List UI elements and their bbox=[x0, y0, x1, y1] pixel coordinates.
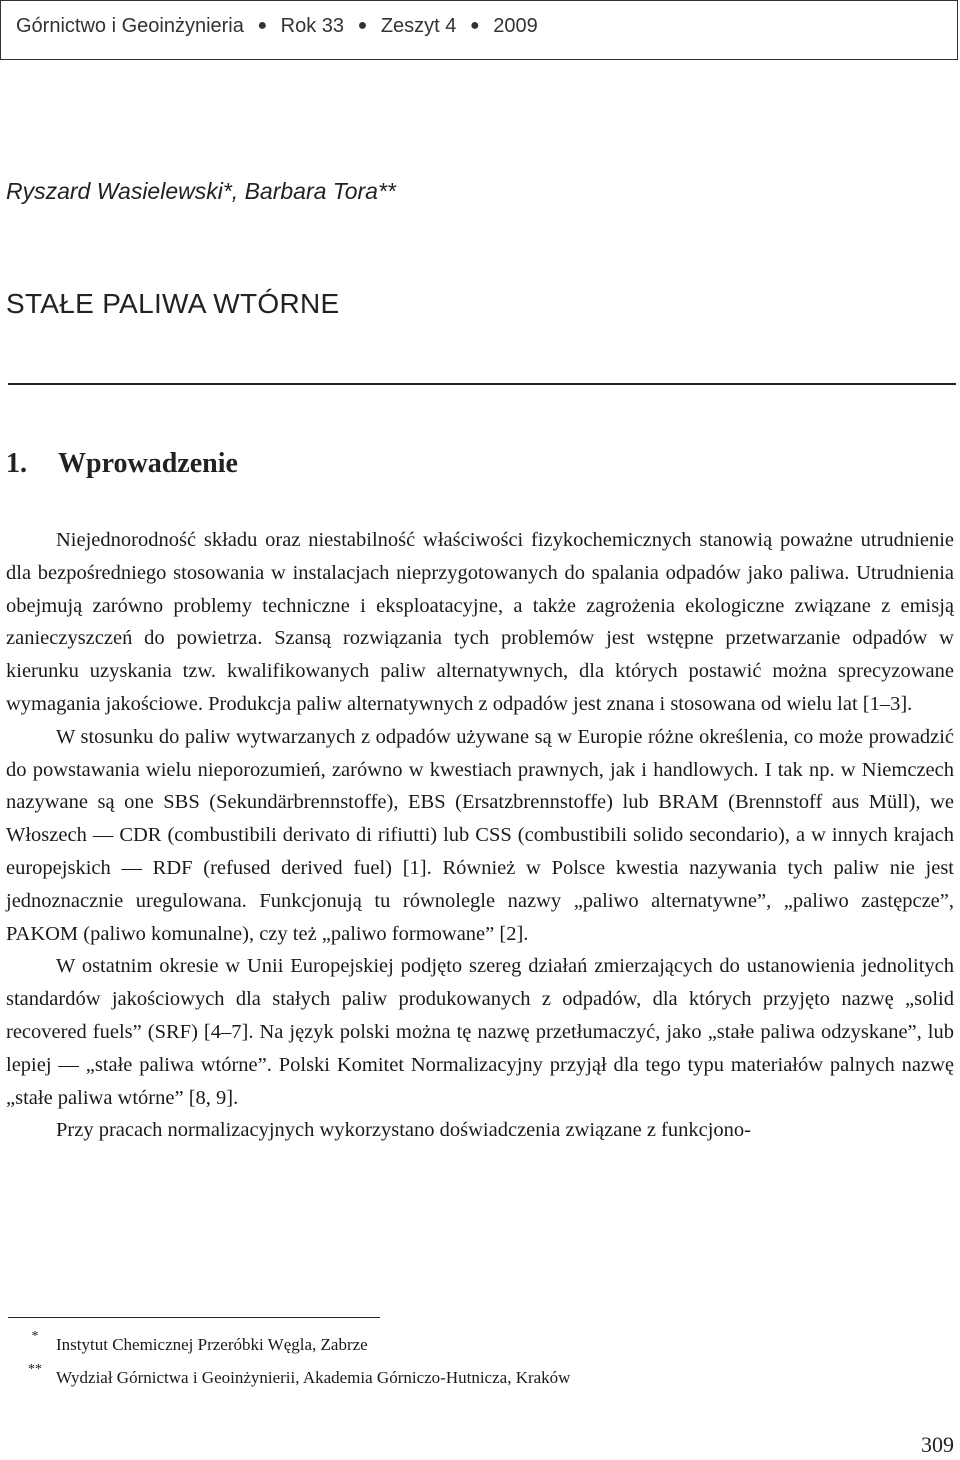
footnote-text: Wydział Górnictwa i Geoinżynierii, Akademia Górniczo-Hutnicza, Kraków bbox=[56, 1368, 571, 1387]
footnote bbox=[20, 1361, 570, 1394]
footnotes bbox=[20, 1328, 570, 1394]
footnote-mark: * bbox=[31, 1329, 39, 1344]
paper-title: STAŁE PALIWA WTÓRNE bbox=[6, 288, 340, 319]
separator-dot: ● bbox=[257, 17, 268, 34]
footnote-divider bbox=[8, 1317, 380, 1318]
page-number: 309 bbox=[921, 1432, 954, 1457]
paragraph: Przy pracach normalizacyjnych wykorzystano doświadczenia związane z funkcjono- bbox=[56, 1119, 751, 1142]
issue-label: Zeszyt 4 bbox=[380, 15, 457, 37]
authors: Ryszard Wasielewski*, Barbara Tora** bbox=[6, 178, 396, 204]
footnote-text: Instytut Chemicznej Przeróbki Węgla, Zabrze bbox=[56, 1335, 368, 1354]
footnote-mark: ** bbox=[28, 1362, 42, 1377]
section-heading bbox=[6, 448, 238, 480]
section-number: 1. bbox=[6, 448, 27, 479]
running-header bbox=[0, 0, 958, 60]
journal-name: Górnictwo i Geoinżynieria bbox=[16, 15, 244, 37]
year-label: Rok 33 bbox=[280, 15, 345, 37]
separator-dot: ● bbox=[469, 17, 480, 34]
footnote bbox=[20, 1328, 570, 1361]
paragraph: Niejednorodność składu oraz niestabilność właściwości fizykochemicznych stanowią poważne utrudnienie dla bezpośredniego stosowania w instalacjach nieprzygotowanych do spalania odpadów jako paliwa. Utrudnienia obejmują zarówno problemy techniczne i eksploatacyjne, a także zagrożenia ekologiczne związane z emisją zanieczyszczeń do powietrza. Szansą rozwiązania tych problemów jest wstępne przetwarzanie odpadów w kierunku uzyskania tzw. kwalifikowanych paliw alternatywnych, dla których postawić można sprecyzowane wymagania jakościowe. Produkcja paliw alternatywnych z odpadów jest znana i stosowana od wielu lat [1–3]. bbox=[6, 529, 954, 715]
title-divider bbox=[8, 383, 956, 385]
section-title: Wprowadzenie bbox=[58, 448, 238, 479]
body-text bbox=[6, 524, 954, 1147]
paragraph: W ostatnim okresie w Unii Europejskiej podjęto szereg działań zmierzających do ustanowienia jednolitych standardów jakościowych dla stałych paliw produkowanych z odpadów, dla których przyjęto nazwę „solid recovered fuels” (SRF) [4–7]. Na język polski można tę nazwę przetłumaczyć, jako „stałe paliwa odzyskane”, lub lepiej — „stałe paliwa wtórne”. Polski Komitet Normalizacyjny przyjął dla tego typu materiałów palnych nazwę „stałe paliwa wtórne” [8, 9]. bbox=[6, 955, 954, 1109]
paragraph: W stosunku do paliw wytwarzanych z odpadów używane są w Europie różne określenia, co może prowadzić do powstawania wielu nieporozumień, zarówno w kwestiach prawnych, jak i handlowych. I tak np. w Niemczech nazywane są one SBS (Sekundärbrennstoffe), EBS (Ersatzbrennstoffe) lub BRAM (Brennstoff aus Müll), we Włoszech — CDR (combustibili derivato di rifiutti) lub CSS (combustibili solido secondario), a w innych krajach europejskich — RDF (refused derived fuel) [1]. Również w Polsce kwestia nazywania tych paliw nie jest jednoznacznie uregulowana. Funkcjonują tu równolegle nazwy „paliwo alternatywne”, „paliwo zastępcze”, PAKOM (paliwo komunalne), czy też „paliwo formowane” [2]. bbox=[6, 725, 954, 945]
year: 2009 bbox=[493, 15, 538, 37]
separator-dot: ● bbox=[357, 17, 368, 34]
journal-header-text bbox=[16, 15, 538, 38]
